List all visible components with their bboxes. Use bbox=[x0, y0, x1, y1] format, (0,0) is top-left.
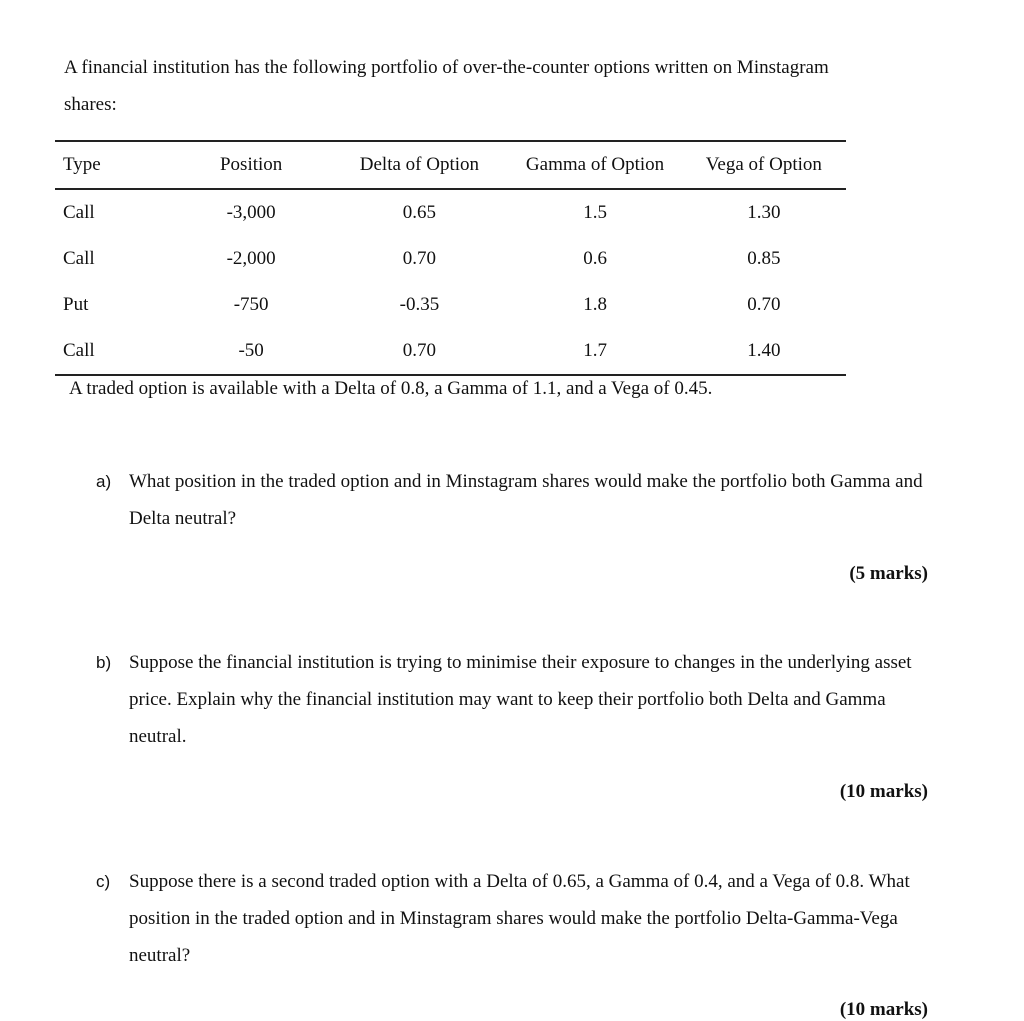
cell-vega: 1.30 bbox=[747, 202, 781, 223]
question-c bbox=[96, 863, 936, 974]
question-b-text: Suppose the financial institution is trying to minimise their exposure to changes in the underlying asset price. Explain why the financial institution may want to keep their portfolio both Delta and Gamma neutral. bbox=[129, 652, 912, 747]
question-c-marks: (10 marks) bbox=[839, 999, 928, 1020]
question-b-marks: (10 marks) bbox=[839, 781, 928, 802]
question-a-text: What position in the traded option and in Minstagram shares would make the portfolio both Gamma and Delta neutral? bbox=[129, 471, 923, 529]
options-portfolio-table bbox=[55, 140, 846, 376]
table-row bbox=[55, 189, 846, 236]
cell-vega: 0.85 bbox=[747, 248, 781, 269]
cell-type: Put bbox=[63, 294, 89, 315]
traded-option-note: A traded option is available with a Delta of 0.8, a Gamma of 1.1, and a Vega of 0.45. bbox=[69, 378, 713, 399]
cell-position: -2,000 bbox=[226, 248, 276, 269]
header-vega: Vega of Option bbox=[705, 154, 822, 175]
cell-delta: 0.70 bbox=[402, 248, 437, 269]
cell-type: Call bbox=[63, 202, 95, 223]
question-c-letter: c) bbox=[96, 872, 111, 891]
table-row bbox=[55, 236, 846, 282]
cell-gamma: 1.7 bbox=[583, 340, 607, 361]
table-row bbox=[55, 282, 846, 328]
question-a bbox=[96, 463, 936, 537]
header-gamma: Gamma of Option bbox=[525, 154, 665, 175]
cell-vega: 0.70 bbox=[747, 294, 781, 315]
cell-type: Call bbox=[63, 340, 95, 361]
cell-gamma: 1.8 bbox=[583, 294, 607, 315]
cell-vega: 1.40 bbox=[747, 340, 781, 361]
question-a-letter: a) bbox=[96, 472, 112, 491]
header-position: Position bbox=[219, 154, 283, 175]
intro-paragraph: A financial institution has the following portfolio of over-the-counter options written on Minstagram shares: bbox=[64, 57, 829, 115]
question-b bbox=[96, 644, 936, 755]
header-delta: Delta of Option bbox=[359, 154, 480, 175]
cell-position: -750 bbox=[233, 294, 269, 315]
cell-gamma: 1.5 bbox=[583, 202, 607, 223]
cell-type: Call bbox=[63, 248, 95, 269]
cell-position: -3,000 bbox=[226, 202, 276, 223]
header-type: Type bbox=[63, 154, 101, 175]
question-c-text: Suppose there is a second traded option with a Delta of 0.65, a Gamma of 0.4, and a Vega of 0.8. What position in the traded option and in Minstagram shares would make the portfolio Delta-Gamma-Vega neutral? bbox=[129, 871, 910, 966]
cell-delta: 0.65 bbox=[402, 202, 437, 223]
cell-position: -50 bbox=[238, 340, 264, 361]
question-a-marks: (5 marks) bbox=[849, 563, 928, 584]
table-header-row bbox=[55, 141, 846, 189]
cell-delta: -0.35 bbox=[399, 294, 440, 315]
cell-delta: 0.70 bbox=[402, 340, 437, 361]
cell-gamma: 0.6 bbox=[583, 248, 607, 269]
table-row bbox=[55, 328, 846, 375]
question-b-letter: b) bbox=[96, 653, 112, 672]
